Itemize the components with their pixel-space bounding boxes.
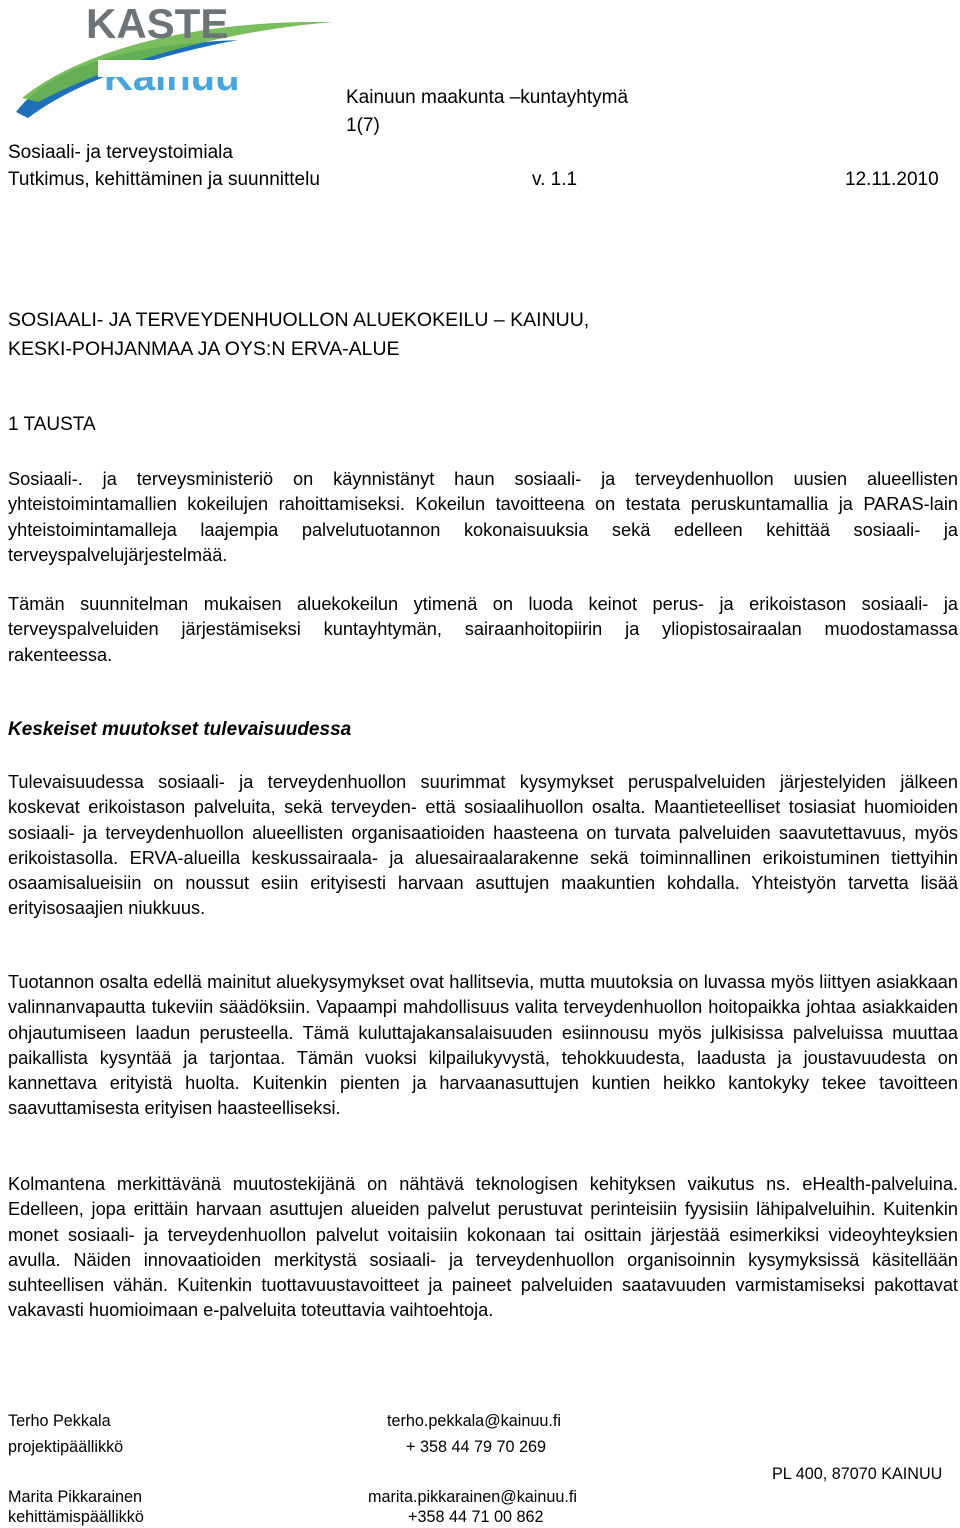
contact2-name: Marita Pikkarainen [8, 1488, 143, 1506]
org-name: Kainuun maakunta –kuntayhtymä [346, 87, 629, 108]
contact2-title: kehittämispäällikkö [8, 1508, 144, 1526]
paragraph: Kolmantena merkittävänä muutostekijänä on nähtävä teknologisen kehityksen vaikutus ns. eHealth-palveluina. Edelleen, jopa erittäin harvaan asuttujen alueiden palvelut perustuvat perinteisiin fyysisiin lähipalveluihin. Kuitenkin monet sosiaali- ja terveydenhuollon palvelut voitaisiin kokonaan tai osittain järjestää esimerkiksi videoyhteyksien avulla. Näiden innovaatioiden merkitystä sosiaali- ja terveydenhuollon organisoinnin kysymyksissä käsitellään suhteellisen vähän. Kuitenkin tuottavuustavoitteet ja paineet palveluiden saatavuuden varmistamiseksi pakottavat vakavasti huomioimaan e-palveluita toteuttavia vaihtoehtoja. [8, 1174, 958, 1321]
unit-name: Tutkimus, kehittäminen ja suunnittelu [8, 169, 320, 190]
contact1-title: projektipäällikkö [8, 1438, 124, 1456]
contact1-email[interactable]: terho.pekkala@kainuu.fi [387, 1412, 561, 1430]
contact1-name: Terho Pekkala [8, 1412, 111, 1430]
contact2-email[interactable]: marita.pikkarainen@kainuu.fi [368, 1488, 577, 1506]
paragraph: Sosiaali-. ja terveysministeriö on käynnistänyt haun sosiaali- ja terveydenhuollon uusien alueellisten yhteistoimintamallien kokeilujen rahoittamiseksi. Kokeilun tavoitteena on testata peruskuntamallia ja PARAS-lain yhteistoimintamalleja laajempia palvelutuotannon kokonaisuuksia sekä edelleen kehittää sosiaali- ja terveyspalvelujärjestelmää. [8, 469, 958, 565]
section-heading-keskeiset-muutokset: Keskeiset muutokset tulevaisuudessa [8, 719, 352, 740]
paragraph: Tulevaisuudessa sosiaali- ja terveydenhuollon suurimmat kysymykset peruspalveluiden järjestelyiden jälkeen koskevat erikoistason palveluita, sekä terveyden- että sosiaalihuollon osalta. Maantieteelliset tosiasiat huomioiden sosiaali- ja terveydenhuollon alueellisten organisaatioiden haasteena on turvata palveluiden saavutettavuus, myös erikoistasolla. ERVA-alueilla keskussairaala- ja aluesairaalarakenne sekä toiminnallinen erikoistuminen tiettyihin osaamisalueisiin on noussut esiin erityisesti harvaan asuttujen maakuntien kohdalla. Yhteistyön tarvetta lisää erityisosaajien niukkuus. [8, 772, 958, 919]
document-title-line2: KESKI-POHJANMAA JA OYS:N ERVA-ALUE [8, 338, 400, 360]
date: 12.11.2010 [845, 169, 939, 190]
section-heading-tausta: 1 TAUSTA [8, 414, 96, 435]
page-number: 1(7) [346, 115, 380, 136]
kaste-kainuu-logo [8, 0, 338, 128]
paragraph: Tuotannon osalta edellä mainitut aluekysymykset ovat hallitsevia, mutta muutoksia on luvassa myös liittyen asiakkaan valinnanvapautta tukeviin säädöksiin. Vapaampi mahdollisuus valita terveydenhuollon hoitopaikka johtaa asiakkaiden ohjautumiseen laadun perusteella. Tämä kuluttajakansalaisuuden esiinnousu myös julkisissa palveluissa muuttaa paikallista kysyntää ja tarjontaa. Tämän vuoksi kilpailukyvystä, tehokkuudesta, laadusta ja joustavuudesta on kannettava erityistä huolta. Kuitenkin pienten ja harvaanasuttujen kuntien heikko kantokyky tekee tavoitteen saavuttamisesta erityisen haasteelliseksi. [8, 972, 958, 1119]
postal-address: PL 400, 87070 KAINUU [772, 1465, 943, 1483]
department: Sosiaali- ja terveystoimiala [8, 142, 233, 163]
contact1-phone: + 358 44 79 70 269 [406, 1438, 546, 1456]
version: v. 1.1 [532, 169, 578, 190]
paragraph: Tämän suunnitelman mukaisen aluekokeilun ytimenä on luoda keinot perus- ja erikoistason sosiaali- ja terveyspalveluiden järjestämiseksi kuntayhtymän, sairaanhoitopiirin ja yliopistosairaalan muodostamassa rakenteessa. [8, 594, 958, 665]
contact2-phone: +358 44 71 00 862 [408, 1508, 544, 1526]
logo-text-kaste: KASTE [86, 0, 229, 47]
document-title-line1: SOSIAALI- JA TERVEYDENHUOLLON ALUEKOKEILU – KAINUU, [8, 309, 590, 331]
